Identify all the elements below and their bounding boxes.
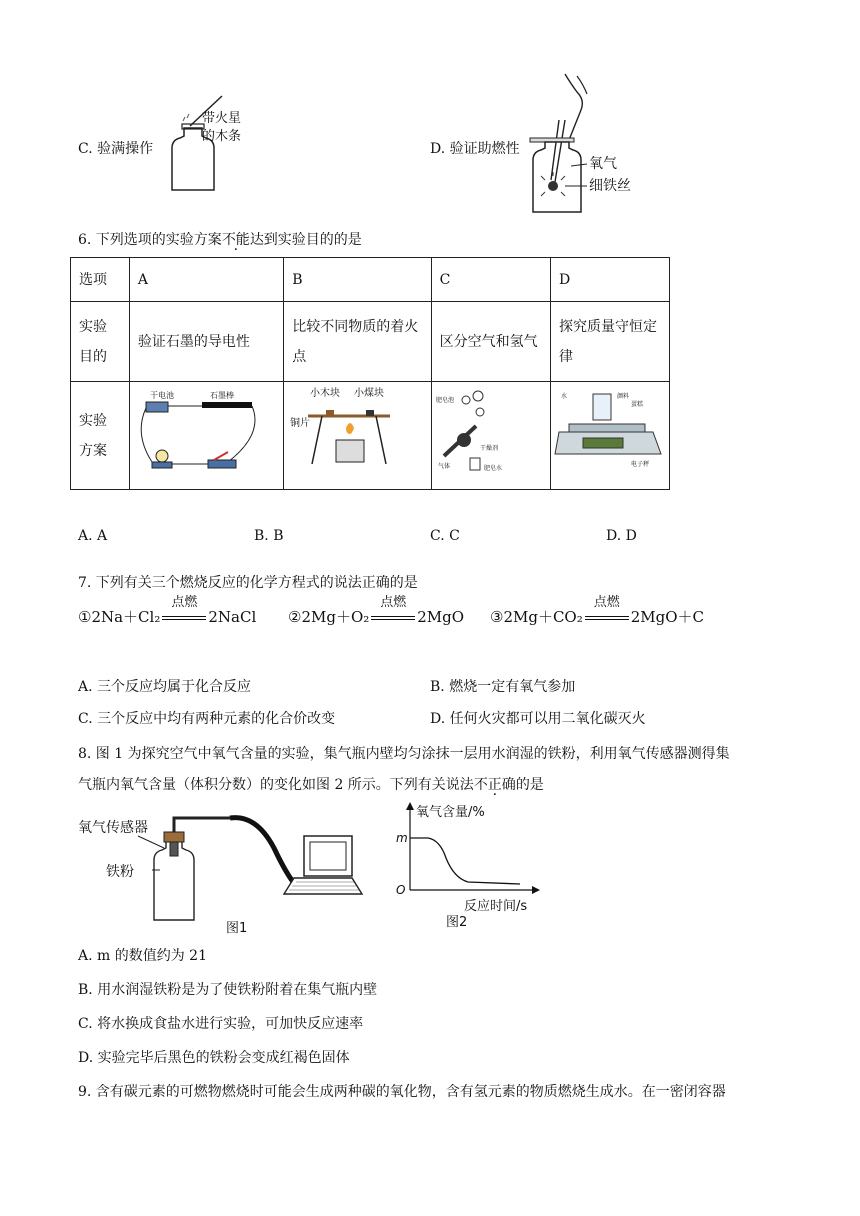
q7-eq1-condition: 点燃 [162,607,206,629]
q8-fig2-m: m [396,831,408,845]
svg-text:干电池: 干电池 [149,391,174,400]
q7-option-a: A. 三个反应均属于化合反应 [78,679,252,695]
svg-text:肥皂泡: 肥皂泡 [435,397,454,404]
q7-option-c: C. 三个反应中均有两种元素的化合价改变 [78,711,336,727]
q6-figure-a [132,384,266,476]
q6-purpose-b: 比较不同物质的着火点 [284,302,431,382]
q8-option-c: C. 将水换成食盐水进行实验，可加快反应速率 [78,1016,364,1032]
q8-fig1-sensor-label: 氧气传感器 [78,820,148,836]
q5-figure-c [150,90,260,194]
q7-equation-1: ①2Na＋Cl₂ 点燃 2NaCl [78,606,256,629]
q6-option-d: D. D [606,528,637,544]
q7-option-d: D. 任何火灾都可以用二氧化碳灭火 [430,711,646,727]
q6-scheme-d [551,382,670,490]
q7-equation-3: ③2Mg＋CO₂ 点燃 2MgO＋C [490,606,704,629]
q8-option-b: B. 用水润湿铁粉是为了使铁粉附着在集气瓶内壁 [78,982,378,998]
q8-figure-1 [76,808,366,940]
q5-d-fig-wire: 细铁丝 [589,178,631,194]
svg-text:小木块: 小木块 [310,388,341,399]
q7-eq3-condition: 点燃 [585,607,629,629]
q8-fig2-caption: 图2 [446,915,468,930]
q8-fig2-xlabel: 反应时间/s [464,899,528,914]
q6-header-b: B [284,258,431,302]
q6-option-c: C. C [430,528,460,544]
svg-text:铜片: 铜片 [290,418,311,429]
q8-stem-line1: 8. 图 1 为探究空气中氧气含量的实验，集气瓶内壁均匀涂抹一层用水润湿的铁粉，利用氧气传感器测得集 [78,746,730,762]
q6-figure-b [286,384,412,476]
svg-text:石墨棒: 石墨棒 [209,391,234,400]
q7-eq2-condition: 点燃 [371,607,415,629]
svg-text:干燥剂: 干燥剂 [479,445,498,452]
q6-scheme-c [431,382,550,490]
q6-purpose-d: 探究质量守恒定律 [551,302,670,382]
q5-d-fig-oxygen: 氧气 [589,156,617,172]
svg-text:肥皂水: 肥皂水 [483,465,502,472]
q6-scheme-a [129,382,283,490]
q6-option-b: B. B [254,528,284,544]
q7-option-b: B. 燃烧一定有氧气参加 [430,679,576,695]
q6-table [70,257,670,490]
q9-stem: 9. 含有碳元素的可燃物燃烧时可能会生成两种碳的氧化物，含有氢元素的物质燃烧生成水。在一密闭容器 [78,1084,726,1100]
q6-header-a: A [129,258,283,302]
q6-purpose-c: 区分空气和氢气 [431,302,550,382]
svg-text:气体: 气体 [437,463,450,470]
q5-c-fig-line2: 的木条 [202,129,242,144]
q6-stem-emphasis: 不能 [221,232,250,248]
q8-option-d: D. 实验完毕后黑色的铁粉会变成红褐色固体 [78,1050,350,1066]
q6-header-option: 选项 [71,258,130,302]
q8-fig2-ylabel: 氧气含量/% [416,805,485,820]
q8-stem-emphasis: 不正确 [473,777,516,793]
q8-option-a: A. m 的数值约为 21 [78,948,208,964]
q8-fig2-origin: O [396,883,406,897]
q7-stem: 7. 下列有关三个燃烧反应的化学方程式的说法正确的是 [78,575,418,591]
q6-header-c: C [431,258,550,302]
q5-option-d: D. 验证助燃性 [430,141,520,157]
q6-row-scheme-label: 实验 方案 [71,382,130,490]
q5-figure-d [525,70,645,218]
q6-stem: 6. 下列选项的实验方案不能达到实验目的的是 [78,232,362,248]
q8-figure-2 [388,798,550,938]
q5-c-fig-line1: 带火星 [202,111,242,126]
q8-fig1-caption: 图1 [226,921,248,936]
q6-row-purpose-label: 实验 目的 [71,302,130,382]
svg-text:小煤块: 小煤块 [354,388,385,399]
q7-equation-2: ②2Mg＋O₂ 点燃 2MgO [288,606,464,629]
svg-text:电子秤: 电子秤 [631,461,650,468]
svg-text:水: 水 [561,393,568,400]
q6-header-d: D [551,258,670,302]
q5-option-c: C. 验满操作 [78,141,154,157]
q6-figure-d [553,384,667,476]
q8-fig2-curve [410,838,520,884]
q6-option-a: A. A [78,528,108,544]
q8-fig1-iron-label: 铁粉 [106,864,134,880]
q8-stem-line2: 气瓶内氧气含量（体积分数）的变化如图 2 所示。下列有关说法不正确的是 [78,777,544,793]
svg-text:颜料: 颜料 [617,393,630,400]
svg-text:蛋糕: 蛋糕 [631,401,644,408]
q6-figure-c [434,384,532,476]
q6-scheme-b [284,382,431,490]
q6-purpose-a: 验证石墨的导电性 [129,302,283,382]
